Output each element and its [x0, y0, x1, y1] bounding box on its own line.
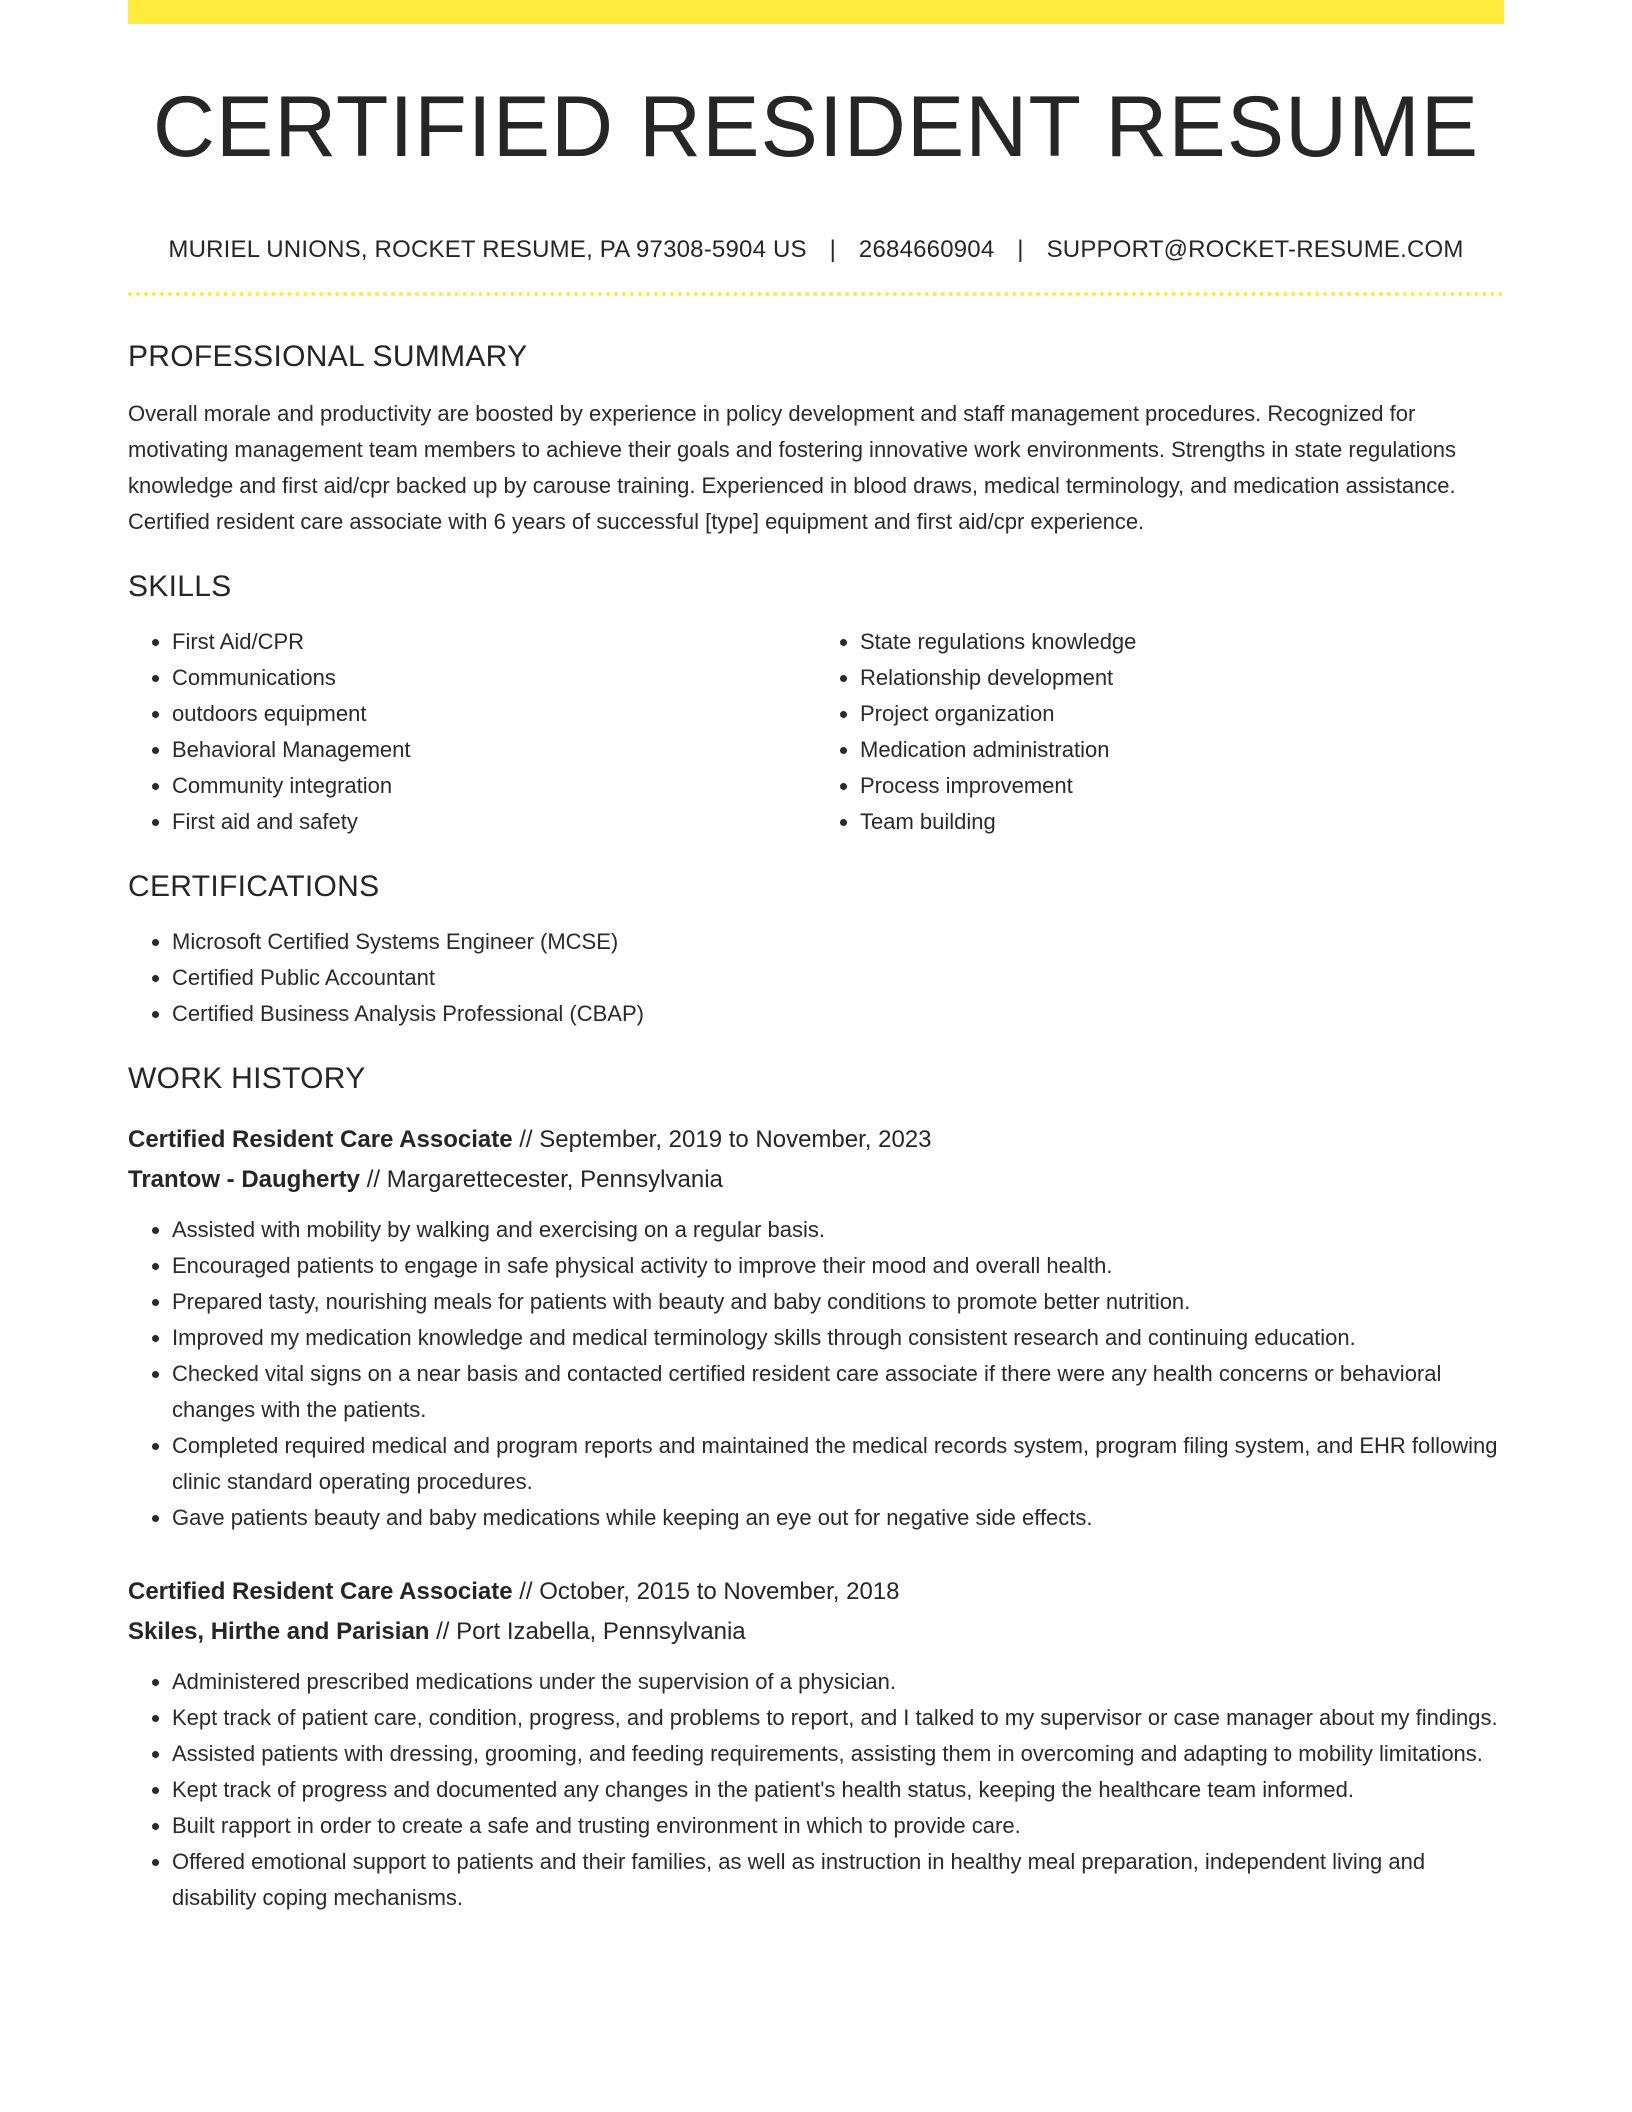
summary-section: [128, 340, 1504, 540]
job-title-line: [128, 1120, 1504, 1160]
contact-phone: 2684660904: [858, 236, 995, 263]
skill-item: • Medication administration: [860, 732, 1504, 768]
job-dates: // September, 2019 to November, 2023: [519, 1126, 932, 1153]
skills-heading: SKILLS: [128, 570, 232, 603]
skill-item: • Team building: [860, 804, 1504, 840]
summary-text: Overall morale and productivity are boosted by experience in policy development and staff management procedures. Recognized for motivating management team members to achieve their goals and fostering innovative work environments. Strengths in state regulations knowledge and first aid/cpr backed up by carouse training. Experienced in blood draws, medical terminology, and medication assistance. Certified resident care associate with 6 years of successful [type] equipment and first aid/cpr experience.: [128, 401, 1457, 534]
skills-section: [128, 570, 1504, 840]
skill-item: • Communications: [172, 660, 816, 696]
dotted-divider: [128, 292, 1504, 296]
resume-page: [128, 0, 1504, 1916]
certifications-section: [128, 870, 1504, 1032]
job-bullet: • Prepared tasty, nourishing meals for patients with beauty and baby conditions to promote better nutrition.: [172, 1284, 1504, 1320]
job-bullet: • Gave patients beauty and baby medications while keeping an eye out for negative side effects.: [172, 1500, 1504, 1536]
skill-item: • Process improvement: [860, 768, 1504, 804]
job-bullet: • Administered prescribed medications under the supervision of a physician.: [172, 1664, 1504, 1700]
job-title: Certified Resident Care Associate: [128, 1578, 513, 1605]
job-company-line: [128, 1160, 1504, 1200]
job-company: Trantow - Daugherty: [128, 1166, 361, 1193]
job-bullet: • Kept track of progress and documented any changes in the patient's health status, keeping the healthcare team informed.: [172, 1772, 1504, 1808]
job-entry: [128, 1572, 1504, 1916]
top-accent-bar: [128, 0, 1504, 24]
job-bullet: • Offered emotional support to patients and their families, as well as instruction in healthy meal preparation, independent living and disability coping mechanisms.: [172, 1844, 1504, 1916]
certifications-list: [128, 924, 1504, 1032]
skill-item: • Community integration: [172, 768, 816, 804]
contact-address: MURIEL UNIONS, ROCKET RESUME, PA 97308-5904 US: [168, 236, 807, 263]
certification-item: • Certified Business Analysis Professional (CBAP): [172, 996, 1504, 1032]
skill-item: • Behavioral Management: [172, 732, 816, 768]
contact-separator: |: [829, 236, 837, 263]
job-company-line: [128, 1612, 1504, 1652]
work-history-section: [128, 1062, 1504, 1916]
job-bullet: • Completed required medical and program reports and maintained the medical records system, program filing system, and EHR following clinic standard operating procedures.: [172, 1428, 1504, 1500]
skill-item: • First aid and safety: [172, 804, 816, 840]
certification-item: • Microsoft Certified Systems Engineer (MCSE): [172, 924, 1504, 960]
job-bullets: [128, 1664, 1504, 1916]
summary-heading: PROFESSIONAL SUMMARY: [128, 340, 528, 373]
job-location: // Margarettecester, Pennsylvania: [366, 1166, 723, 1193]
certification-item: • Certified Public Accountant: [172, 960, 1504, 996]
job-bullet: • Built rapport in order to create a safe and trusting environment in which to provide care.: [172, 1808, 1504, 1844]
skill-item: • State regulations knowledge: [860, 624, 1504, 660]
skill-item: • Project organization: [860, 696, 1504, 732]
skill-item: • outdoors equipment: [172, 696, 816, 732]
skill-item: • First Aid/CPR: [172, 624, 816, 660]
resume-title: CERTIFIED RESIDENT RESUME: [152, 79, 1480, 175]
contact-line: [128, 236, 1504, 264]
job-location: // Port Izabella, Pennsylvania: [436, 1618, 746, 1645]
contact-email: SUPPORT@ROCKET-RESUME.COM: [1046, 236, 1464, 263]
job-bullets: [128, 1212, 1504, 1536]
skills-left-list: [128, 624, 816, 840]
skills-columns: [128, 624, 1504, 840]
job-bullet: • Improved my medication knowledge and medical terminology skills through consistent research and continuing education.: [172, 1320, 1504, 1356]
job-bullet: • Checked vital signs on a near basis and contacted certified resident care associate if there were any health concerns or behavioral changes with the patients.: [172, 1356, 1504, 1428]
skill-item: • Relationship development: [860, 660, 1504, 696]
certifications-heading: CERTIFICATIONS: [128, 870, 380, 903]
skills-right-list: [816, 624, 1504, 840]
job-bullet: • Assisted with mobility by walking and exercising on a regular basis.: [172, 1212, 1504, 1248]
job-bullet: • Kept track of patient care, condition, progress, and problems to report, and I talked to my supervisor or case manager about my findings.: [172, 1700, 1504, 1736]
job-title-line: [128, 1572, 1504, 1612]
job-title: Certified Resident Care Associate: [128, 1126, 513, 1153]
job-entry: [128, 1120, 1504, 1536]
job-dates: // October, 2015 to November, 2018: [519, 1578, 900, 1605]
job-bullet: • Encouraged patients to engage in safe physical activity to improve their mood and overall health.: [172, 1248, 1504, 1284]
job-bullet: • Assisted patients with dressing, grooming, and feeding requirements, assisting them in overcoming and adapting to mobility limitations.: [172, 1736, 1504, 1772]
job-company: Skiles, Hirthe and Parisian: [128, 1618, 430, 1645]
contact-separator: |: [1017, 236, 1024, 263]
work-history-heading: WORK HISTORY: [128, 1062, 366, 1095]
